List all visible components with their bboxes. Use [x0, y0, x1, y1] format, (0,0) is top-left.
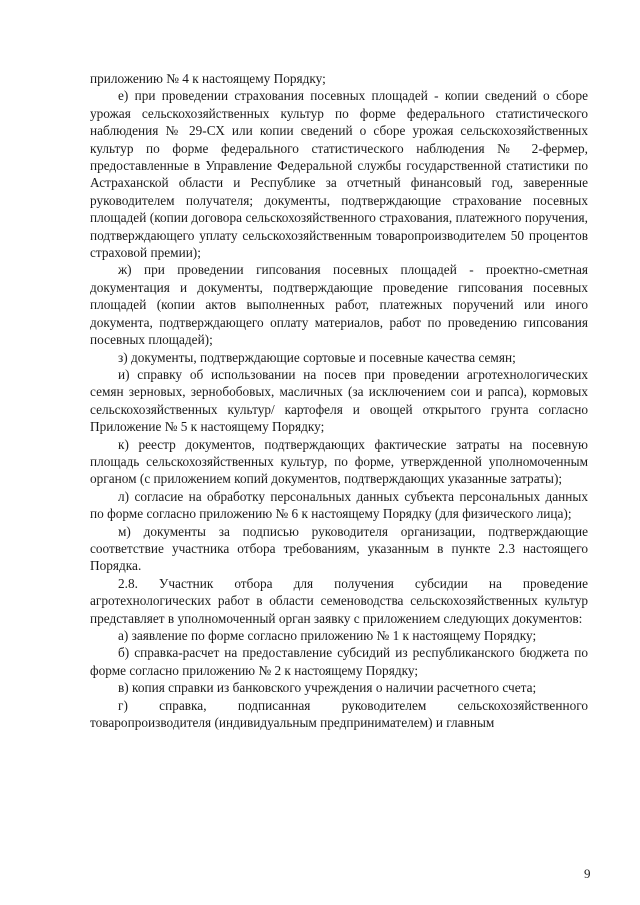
page-number: 9 — [584, 866, 591, 881]
paragraph-item-z: з) документы, подтверждающие сортовые и посевные качества семян; — [118, 349, 516, 365]
paragraph-section-2-8: 2.8. Участник отбора для получения субсидии на проведение агротехнологических работ в области семеноводства сельскохозяйственных культур представляет в уполномоченный орган заявку с приложением следующих документов: — [90, 575, 588, 626]
paragraph-item-g: г) справка, подписанная руководителем сельскохозяйственного товаропроизводителя (индивидуальным предпринимателем) и главным — [90, 697, 588, 731]
paragraph-continuation: приложению № 4 к настоящему Порядку; — [90, 71, 326, 86]
paragraph-item-v: в) копия справки из банковского учреждения о наличии расчетного счета; — [118, 680, 537, 696]
paragraph-item-zh: ж) при проведении гипсования посевных площадей - проектно-сметная документация и документы, подтверждающие проведение гипсования посевных площадей (копии актов выполненных работ, платежных поручений или иного документа, подтверждающего оплату материалов, работ по проведению гипсования посевных площадей); — [90, 262, 588, 348]
paragraph-item-k: к) реестр документов, подтверждающих фактические затраты на посевную площадь сельскохозяйственных культур, по форме, утвержденной уполномоченным органом (с приложением копий документов, подтверждающих указанные затраты); — [90, 436, 588, 487]
paragraph-item-l: л) согласие на обработку персональных данных субъекта персональных данных по форме согласно приложению № 6 к настоящему Порядку (для физического лица); — [90, 488, 588, 522]
paragraph-item-e: е) при проведении страхования посевных площадей - копии сведений о сборе урожая сельскохозяйственных культур по форме федерального статистического наблюдения № 29-СХ или копии сведений о сборе урожая сельскохозяйственных культур по форме федерального статистического наблюдения № 2-фермер, предоставленные в Управление Федеральной службы государственной статистики по Астраханской области и Республике за отчетный финансовый год, заверенные руководителем получателя; документы, подтверждающие страхование посевных площадей (копии договора сельскохозяйственного страхования, платежного поручения, подтверждающего уплату сельскохозяйственным товаропроизводителем 50 процентов страховой премии); — [90, 88, 588, 261]
paragraph-item-i: и) справку об использовании на посев при проведении агротехнологических семян зерновых, зернобобовых, масличных (за исключением сои и рапса), кормовых сельскохозяйственных культур/ картофеля и овощей открытого грунта согласно Приложение № 5 к настоящему Порядку; — [90, 366, 588, 435]
paragraph-item-a: а) заявление по форме согласно приложению № 1 к настоящему Порядку; — [118, 628, 537, 643]
paragraph-item-b: б) справка-расчет на предоставление субсидий из республиканского бюджета по форме согласно приложению № 2 к настоящему Порядку; — [90, 645, 588, 678]
paragraph-item-m: м) документы за подписью руководителя организации, подтверждающие соответствие участника отбора требованиям, указанным в пункте 2.3 настоящего Порядка. — [90, 523, 588, 574]
document-body — [90, 70, 588, 731]
